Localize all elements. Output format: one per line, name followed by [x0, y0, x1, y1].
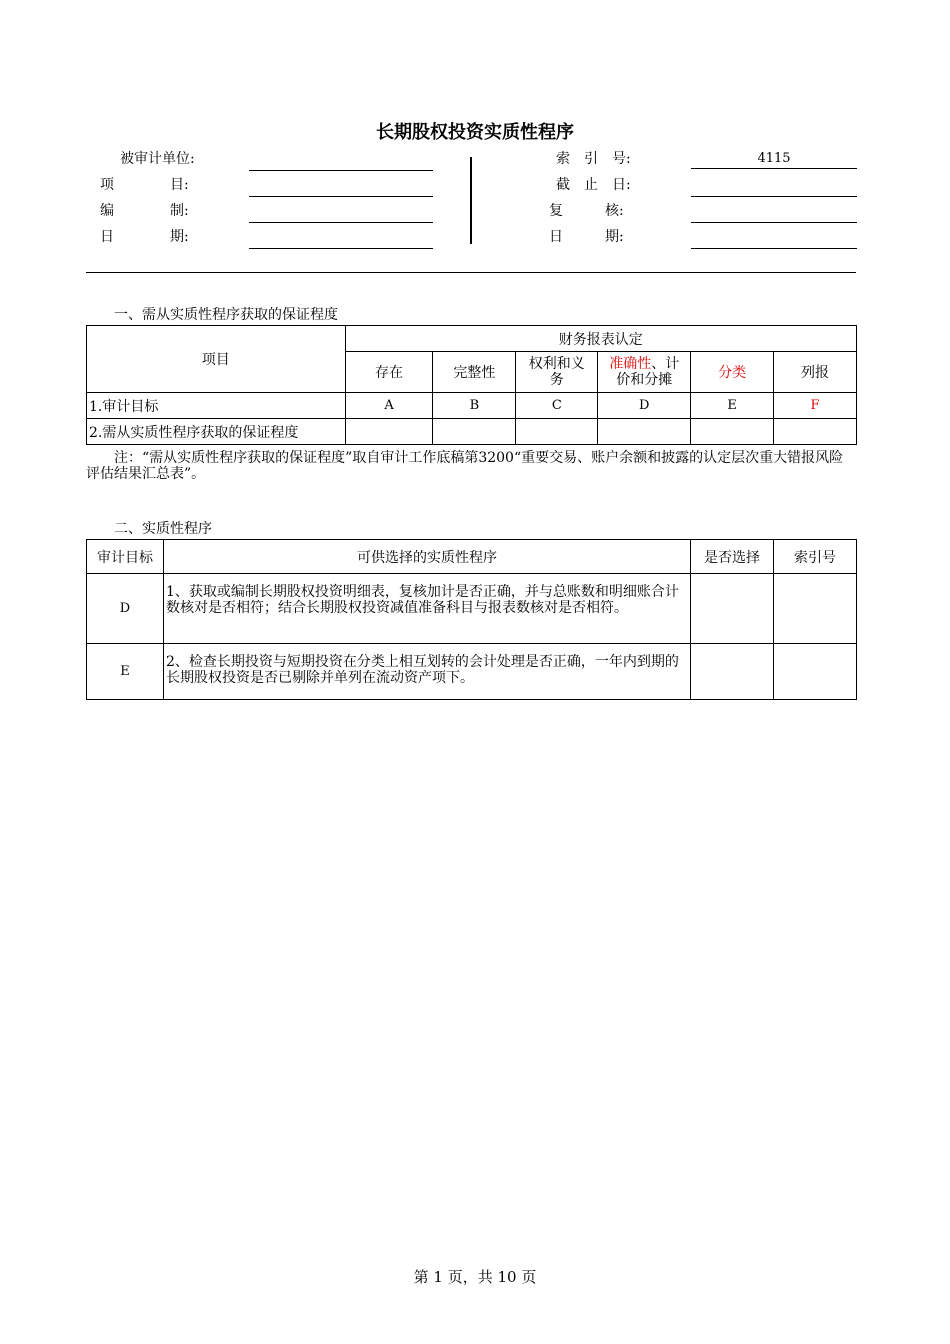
cell-objective-e: E — [691, 393, 774, 419]
cell-objective-a: A — [345, 393, 433, 419]
cell-assurance[interactable] — [774, 419, 857, 445]
label-date-right: 日 期: — [549, 229, 624, 245]
field-preparer[interactable] — [249, 204, 433, 223]
header-divider — [470, 157, 472, 244]
label-cutoff: 截 止 日: — [556, 177, 631, 193]
note: 注：“需从实质性程序获取的保证程度”取自审计工作底稿第3200“重要交易、账户余额和披露的认定层次重大错报风险评估结果汇总表”。 — [86, 450, 844, 482]
header-procedure: 可供选择的实质性程序 — [164, 540, 691, 574]
row-label: 1.审计目标 — [87, 393, 346, 419]
procedures-table — [86, 539, 857, 700]
field-reviewer[interactable] — [691, 204, 857, 223]
cell-assurance[interactable] — [516, 419, 598, 445]
table-row — [87, 419, 857, 445]
section2-heading: 二、实质性程序 — [114, 521, 212, 537]
header-selected: 是否选择 — [691, 540, 774, 574]
procedure-text: 1、获取或编制长期股权投资明细表，复核加计是否正确，并与总账数和明细账合计数核对是否相符；结合长期股权投资减值准备科目与报表数核对是否相符。 — [164, 574, 691, 644]
field-auditee[interactable] — [249, 152, 433, 171]
cell-objective-d: D — [598, 393, 691, 419]
cell-assurance[interactable] — [345, 419, 433, 445]
row-label: 2.需从实质性程序获取的保证程度 — [87, 419, 346, 445]
label-item: 项 目: — [100, 177, 189, 193]
assertion-header: 财务报表认定 — [345, 326, 856, 352]
table-row — [87, 393, 857, 419]
col-rights: 权利和义务 — [516, 352, 598, 393]
label-preparer: 编 制: — [100, 203, 189, 219]
col-existence: 存在 — [345, 352, 433, 393]
procedure-selected[interactable] — [691, 574, 774, 644]
procedure-selected[interactable] — [691, 644, 774, 700]
field-cutoff[interactable] — [691, 178, 857, 197]
field-date-left[interactable] — [249, 230, 433, 249]
procedure-objective: D — [87, 574, 164, 644]
procedure-index[interactable] — [774, 644, 857, 700]
item-header: 项目 — [87, 326, 346, 393]
header-rule — [86, 272, 856, 273]
procedure-index[interactable] — [774, 574, 857, 644]
procedure-objective: E — [87, 644, 164, 700]
field-item[interactable] — [249, 178, 433, 197]
label-index-no: 索 引 号: — [556, 151, 631, 167]
label-reviewer: 复 核: — [549, 203, 624, 219]
label-date-left: 日 期: — [100, 229, 189, 245]
field-index-no[interactable]: 4115 — [691, 150, 857, 169]
cell-assurance[interactable] — [433, 419, 516, 445]
cell-assurance[interactable] — [691, 419, 774, 445]
table-row — [87, 574, 857, 644]
col-classification: 分类 — [691, 352, 774, 393]
col-accuracy-red: 准确性 — [609, 356, 652, 372]
header-objective: 审计目标 — [87, 540, 164, 574]
cell-objective-b: B — [433, 393, 516, 419]
section1-heading: 一、需从实质性程序获取的保证程度 — [114, 307, 338, 323]
procedure-text: 2、检查长期投资与短期投资在分类上相互划转的会计处理是否正确，一年内到期的长期股权投资是否已剔除并单列在流动资产项下。 — [164, 644, 691, 700]
col-completeness: 完整性 — [433, 352, 516, 393]
field-date-right[interactable] — [691, 230, 857, 249]
cell-objective-f: F — [774, 393, 857, 419]
col-accuracy-rest: 、计价和分摊 — [616, 356, 680, 388]
col-accuracy — [598, 352, 691, 393]
assurance-table — [86, 325, 857, 445]
col-presentation: 列报 — [774, 352, 857, 393]
cell-objective-c: C — [516, 393, 598, 419]
page-footer: 第 1 页，共 10 页 — [413, 1268, 537, 1286]
cell-assurance[interactable] — [598, 419, 691, 445]
page-title: 长期股权投资实质性程序 — [376, 122, 574, 143]
label-auditee: 被审计单位: — [120, 151, 195, 167]
header-index: 索引号 — [774, 540, 857, 574]
table-row — [87, 644, 857, 700]
